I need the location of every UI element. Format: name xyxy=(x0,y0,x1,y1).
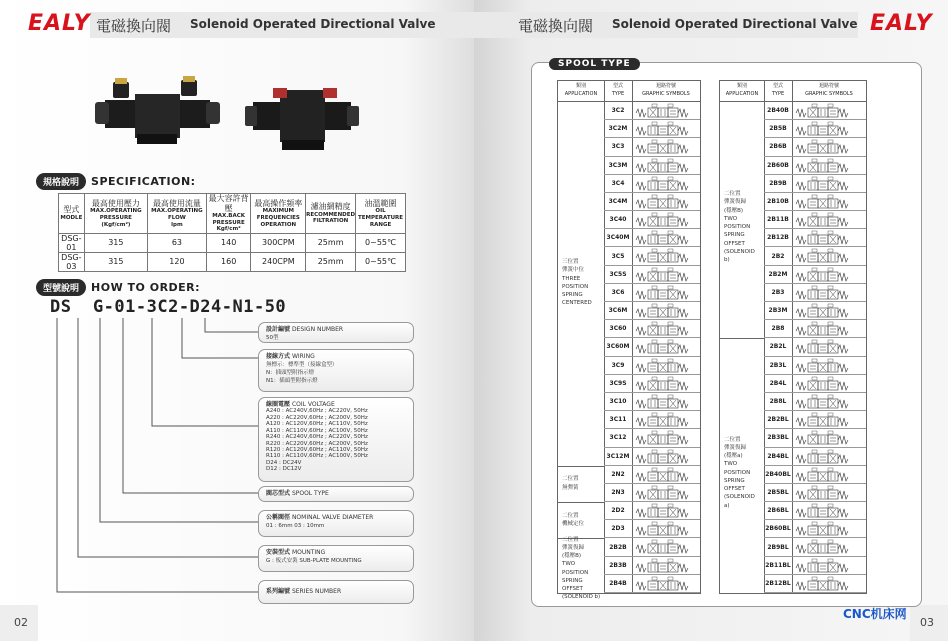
spec-cell: 63 xyxy=(148,233,207,252)
spool-type-code: 2B60B xyxy=(767,161,789,169)
spool-type-code: 2B40B xyxy=(767,107,789,115)
graphic-symbol-icon xyxy=(634,158,698,174)
spool-type-code: 3C6 xyxy=(611,288,625,296)
callout-coil-voltage: 線圈電壓 COIL VOLTAGE A240 : AC240V,60Hz ; AC220V, 50Hz A220 : AC220V,60Hz ; AC200V, 50Hz A120 : AC120V,60Hz ; AC110V, 50Hz A110 : AC110V,60Hz ; AC100V, 50Hz R240 : AC240V,60Hz ; AC220V, 50Hz R220 : AC220V,60Hz ; AC200V, 50Hz R120 : AC120V,60Hz ; AC110V, 50Hz R110 : AC110V,60Hz ; AC100V, 50Hz D24 : DC24V D12 : DC12V xyxy=(258,397,414,482)
spool-type-code: 3C9S xyxy=(609,379,627,387)
application-line: SPRING xyxy=(562,577,583,584)
spool-table-right xyxy=(719,80,867,594)
spec-heading: SPECIFICATION: xyxy=(91,175,196,188)
spec-cell: DSG-01 xyxy=(59,233,85,252)
spool-type-code: 3C60M xyxy=(606,343,630,351)
spool-type-code: 2B12BL xyxy=(765,579,791,587)
spool-row xyxy=(764,320,866,338)
application-label xyxy=(724,436,762,510)
brand-logo: EALY xyxy=(870,11,933,36)
application-line: 彈簧復歸 xyxy=(562,544,585,551)
graphic-symbol-icon xyxy=(634,449,698,465)
graphic-symbol-icon xyxy=(794,248,864,264)
spool-row xyxy=(764,466,866,484)
spec-tag: 規格說明 xyxy=(36,173,86,190)
spool-type-code: 2B3BL xyxy=(767,434,789,442)
spool-type-code: 2B12B xyxy=(767,234,789,242)
spec-cell: 315 xyxy=(84,252,147,271)
spool-row xyxy=(764,284,866,302)
brand-logo: EALY xyxy=(28,11,91,36)
spool-type-code: 2B9BL xyxy=(767,543,789,551)
spool-row xyxy=(764,502,866,520)
graphic-symbol-icon xyxy=(794,176,864,192)
spool-row xyxy=(604,284,700,302)
spool-row xyxy=(764,484,866,502)
spool-type-code: 2B2 xyxy=(771,252,785,260)
graphic-symbol-icon xyxy=(794,158,864,174)
spool-row xyxy=(604,175,700,193)
watermark: CNC机床网 xyxy=(843,607,907,621)
order-tag: 型號說明 xyxy=(36,279,86,296)
spool-type-code: 3C60 xyxy=(609,325,627,333)
graphic-symbol-icon xyxy=(634,139,698,155)
graphic-symbol-icon xyxy=(634,212,698,228)
graphic-symbol-icon xyxy=(634,321,698,337)
application-line: OFFSET xyxy=(724,240,745,247)
group-divider xyxy=(558,502,604,503)
spool-row xyxy=(764,375,866,393)
spool-row xyxy=(764,102,866,120)
spool-row xyxy=(764,357,866,375)
spool-type-code: 2B11BL xyxy=(765,561,791,569)
header-application: 類別 APPLICATION xyxy=(725,83,759,97)
spool-row xyxy=(604,247,700,265)
group-divider xyxy=(720,338,764,339)
page-number: 02 xyxy=(14,616,28,629)
spec-cell: 25mm xyxy=(306,233,356,252)
spool-type-code: 2B3M xyxy=(768,307,788,315)
graphic-symbol-icon xyxy=(794,412,864,428)
spec-cell: 0~55℃ xyxy=(356,252,406,271)
spool-type-code: 3C3M xyxy=(608,161,628,169)
spool-type-code: 2B8 xyxy=(771,325,785,333)
spool-row xyxy=(604,138,700,156)
model-code: DS G-01-3C2-D24-N1-50 xyxy=(50,297,287,317)
spool-row xyxy=(604,338,700,356)
spool-row xyxy=(764,448,866,466)
application-line: 三位置 xyxy=(562,259,579,266)
application-line: SPRING xyxy=(562,292,583,299)
application-label xyxy=(562,475,602,492)
graphic-symbol-icon xyxy=(634,176,698,192)
graphic-symbol-icon xyxy=(794,339,864,355)
graphic-symbol-icon xyxy=(794,103,864,119)
spool-row xyxy=(604,429,700,447)
graphic-symbol-icon xyxy=(634,303,698,319)
spool-type-code: 3C4M xyxy=(608,198,628,205)
application-line: TWO POSITION xyxy=(724,215,751,231)
spool-type-code: 3C10 xyxy=(609,398,627,406)
application-line: 二位置 xyxy=(724,436,741,443)
spool-type-code: 3C6M xyxy=(608,307,628,315)
graphic-symbol-icon xyxy=(634,103,698,119)
spool-type-code: 2B60BL xyxy=(765,525,791,533)
spool-type-code: 2D2 xyxy=(611,507,625,515)
application-line: OFFSET xyxy=(724,486,745,493)
spool-row xyxy=(604,520,700,538)
application-line: 二位置 xyxy=(562,512,579,519)
spool-type-code: 3C40M xyxy=(606,234,630,242)
spool-row xyxy=(604,502,700,520)
spool-type-code: 2B3 xyxy=(771,288,785,296)
graphic-symbol-icon xyxy=(794,558,864,574)
callout-spool-type: 閥芯型式 SPOOL TYPE xyxy=(258,486,414,502)
graphic-symbol-icon xyxy=(634,485,698,501)
application-line: TWO POSITION xyxy=(724,461,751,476)
application-line: (SOLENOID b) xyxy=(724,248,755,264)
spool-row xyxy=(604,266,700,284)
callout-series-number: 系列編號 SERIES NUMBER xyxy=(258,580,414,604)
spool-type-code: 3C12M xyxy=(606,452,630,460)
spool-row xyxy=(764,411,866,429)
graphic-symbol-icon xyxy=(794,139,864,155)
graphic-symbol-icon xyxy=(794,467,864,483)
spool-row xyxy=(764,247,866,265)
graphic-symbol-icon xyxy=(634,503,698,519)
graphic-symbol-icon xyxy=(634,358,698,374)
application-line: THREE xyxy=(562,275,581,282)
spool-row xyxy=(604,357,700,375)
header-graphic-symbols: 迴路符號 GRAPHIC SYMBOLS xyxy=(642,83,690,97)
spool-row xyxy=(764,120,866,138)
spec-cell: DSG-03 xyxy=(59,252,85,271)
application-line: SPRING xyxy=(724,477,745,484)
spool-row xyxy=(764,429,866,447)
application-line: 二位置 xyxy=(724,191,741,198)
graphic-symbol-icon xyxy=(634,230,698,246)
spool-type-code: 2B3B xyxy=(609,561,627,569)
graphic-symbol-icon xyxy=(794,121,864,137)
spool-row xyxy=(764,193,866,211)
graphic-symbol-icon xyxy=(794,285,864,301)
spec-header-cell: 最大容許背壓 MAX.BACK PRESSURE Kgf/cm² xyxy=(206,194,251,234)
spool-type-code: 2B8L xyxy=(769,398,787,406)
graphic-symbol-icon xyxy=(794,212,864,228)
spool-type-code: 3C40 xyxy=(609,216,627,224)
spool-row xyxy=(604,302,700,320)
spool-type-code: 2B10B xyxy=(767,198,789,205)
spool-type-code: 3C12 xyxy=(609,434,627,442)
header-graphic-symbols: 迴路符號 GRAPHIC SYMBOLS xyxy=(805,83,853,97)
spec-header-cell: 油溫範圍 OIL TEMPERATURE RANGE xyxy=(356,194,406,234)
graphic-symbol-icon xyxy=(634,521,698,537)
application-line: CENTERED xyxy=(562,300,592,307)
spool-row xyxy=(604,375,700,393)
spool-type-code: 2B3L xyxy=(769,361,787,369)
graphic-symbol-icon xyxy=(634,539,698,555)
spec-cell: 240CPM xyxy=(251,252,306,271)
spool-row xyxy=(604,411,700,429)
application-label xyxy=(562,536,602,602)
spool-type-code: 2B2M xyxy=(768,270,788,278)
application-line: 彈簧復歸 xyxy=(724,199,747,206)
spool-row xyxy=(604,575,700,593)
header-title-cn: 電磁換向閥 xyxy=(96,17,172,35)
spool-row xyxy=(764,520,866,538)
spool-type-code: 2B5BL xyxy=(767,488,789,496)
application-line: (穩壓B) xyxy=(562,553,582,560)
callout-nominal-diameter: 公稱閥徑 NOMINAL VALVE DIAMETER 01 : 6mm 03 : 10mm xyxy=(258,510,414,537)
graphic-symbol-icon xyxy=(634,121,698,137)
spool-row xyxy=(764,575,866,593)
callout-mounting: 安裝型式 MOUNTING G : 板式安裝 SUB-PLATE MOUNTING xyxy=(258,545,414,572)
graphic-symbol-icon xyxy=(794,194,864,210)
spool-type-code: 3C4 xyxy=(611,179,625,187)
spool-type-code: 3C11 xyxy=(609,416,627,424)
spool-row xyxy=(604,538,700,556)
graphic-symbol-icon xyxy=(634,576,698,592)
spool-table-left xyxy=(557,80,701,601)
spool-header-row xyxy=(558,81,700,102)
spool-type-code: 3C2 xyxy=(611,107,625,115)
spool-row xyxy=(764,229,866,247)
spool-type-code: 2B40BL xyxy=(765,470,791,478)
header-title-cn: 電磁換向閥 xyxy=(518,17,594,35)
graphic-symbol-icon xyxy=(634,467,698,483)
spec-cell: 25mm xyxy=(306,252,356,271)
application-line: 二位置 xyxy=(562,476,579,483)
graphic-symbol-icon xyxy=(634,339,698,355)
header-title-en: Solenoid Operated Directional Valve xyxy=(190,17,436,31)
spool-type-code: 2D3 xyxy=(611,525,625,533)
spool-row xyxy=(604,229,700,247)
spool-tag: SPOOL TYPE xyxy=(549,58,640,70)
spool-header-row xyxy=(720,81,866,102)
callout-wiring: 接線方式 WIRING 無標示：標準型（接線盒型） N：插頭型附指示燈 N1：插頭型附指示燈 xyxy=(258,349,414,392)
spec-cell: 315 xyxy=(84,233,147,252)
application-line: 彈簧復歸 xyxy=(724,444,747,451)
header-type: 型式 TYPE xyxy=(771,83,785,97)
graphic-symbol-icon xyxy=(794,267,864,283)
spool-type-code: 2B2L xyxy=(769,343,787,351)
page-number: 03 xyxy=(920,616,934,629)
application-line: (SOLENOID a) xyxy=(724,494,755,509)
spool-row xyxy=(764,393,866,411)
spec-header-cell: 濾油網精度 RECOMMENDED FILTRATION xyxy=(306,194,356,234)
graphic-symbol-icon xyxy=(794,430,864,446)
spec-header-cell: 最高使用流量 MAX.OPERATING FLOW lpm xyxy=(148,194,207,234)
application-label xyxy=(724,190,762,264)
graphic-symbol-icon xyxy=(794,358,864,374)
graphic-symbol-icon xyxy=(794,230,864,246)
callout-design-number: 設計編號 DESIGN NUMBER 50型 xyxy=(258,322,414,343)
spool-row xyxy=(764,538,866,556)
graphic-symbol-icon xyxy=(794,521,864,537)
spool-row xyxy=(604,157,700,175)
spool-row xyxy=(604,211,700,229)
graphic-symbol-icon xyxy=(794,485,864,501)
header-title-en: Solenoid Operated Directional Valve xyxy=(612,17,858,31)
spec-header-cell: 型式 MODLE xyxy=(59,194,85,234)
graphic-symbol-icon xyxy=(634,394,698,410)
spool-type-code: 3C5 xyxy=(611,252,625,260)
spool-type-code: 3C5S xyxy=(609,270,627,278)
spool-row xyxy=(604,193,700,211)
spool-row xyxy=(764,266,866,284)
spool-row xyxy=(604,102,700,120)
spool-row xyxy=(604,466,700,484)
spool-row xyxy=(764,175,866,193)
graphic-symbol-icon xyxy=(794,303,864,319)
header-application: 類別 APPLICATION xyxy=(564,83,598,97)
spool-row xyxy=(764,557,866,575)
graphic-symbol-icon xyxy=(634,376,698,392)
graphic-symbol-icon xyxy=(634,412,698,428)
graphic-symbol-icon xyxy=(794,376,864,392)
graphic-symbol-icon xyxy=(634,558,698,574)
spool-row xyxy=(764,138,866,156)
application-line: (穩壓B) xyxy=(724,207,744,214)
spool-type-code: 3C9 xyxy=(611,361,625,369)
application-line: 機械定位 xyxy=(562,520,585,527)
spool-type-code: 3C2M xyxy=(608,125,628,133)
spool-row xyxy=(764,338,866,356)
graphic-symbol-icon xyxy=(794,321,864,337)
spool-type-code: 2B4L xyxy=(769,379,787,387)
spool-row xyxy=(604,484,700,502)
spool-row xyxy=(764,157,866,175)
application-line: POSITION xyxy=(562,283,589,290)
graphic-symbol-icon xyxy=(634,430,698,446)
order-heading: HOW TO ORDER: xyxy=(91,281,201,294)
graphic-symbol-icon xyxy=(634,194,698,210)
application-label xyxy=(562,258,602,308)
spool-type-code: 2B11B xyxy=(767,216,789,224)
spool-type-code: 2B6BL xyxy=(767,507,789,515)
application-label xyxy=(562,512,602,529)
spool-row xyxy=(604,320,700,338)
spool-row xyxy=(764,302,866,320)
spool-type-code: 2B5B xyxy=(769,125,787,133)
graphic-symbol-icon xyxy=(794,394,864,410)
application-line: (SOLENOID b) xyxy=(562,594,601,601)
spec-cell: 300CPM xyxy=(251,233,306,252)
application-line: SPRING xyxy=(724,232,745,239)
graphic-symbol-icon xyxy=(634,285,698,301)
graphic-symbol-icon xyxy=(794,503,864,519)
application-line: TWO POSITION xyxy=(562,561,589,576)
spec-cell: 120 xyxy=(148,252,207,271)
spec-cell: 160 xyxy=(206,252,251,271)
spool-type-code: 2B4B xyxy=(609,579,627,587)
graphic-symbol-icon xyxy=(634,267,698,283)
graphic-symbol-icon xyxy=(794,449,864,465)
graphic-symbol-icon xyxy=(794,539,864,555)
spool-type-code: 2B2B xyxy=(609,543,627,551)
application-line: 二位置 xyxy=(562,536,579,543)
application-line: 無彈簧 xyxy=(562,484,579,491)
spool-type-code: 2B9B xyxy=(769,179,787,187)
spec-header-cell: 最高使用壓力 MAX.OPERATING PRESSURE (Kgf/cm²) xyxy=(84,194,147,234)
spool-type-code: 2N3 xyxy=(611,488,625,496)
group-divider xyxy=(558,466,604,467)
spool-type-code: 3C3 xyxy=(611,143,625,151)
spec-cell: 140 xyxy=(206,233,251,252)
spool-row xyxy=(604,448,700,466)
graphic-symbol-icon xyxy=(794,576,864,592)
spool-type-code: 2N2 xyxy=(611,470,625,478)
application-line: (穩壓a) xyxy=(724,453,743,460)
spool-row xyxy=(604,120,700,138)
spool-row xyxy=(604,557,700,575)
graphic-symbol-icon xyxy=(634,248,698,264)
application-line: 彈簧中位 xyxy=(562,267,585,274)
application-line: OFFSET xyxy=(562,586,583,593)
spool-type-code: 2B2BL xyxy=(767,416,789,424)
spec-header-cell: 最高操作頻率 MAXIMUM FREQUENCIES OPERATION xyxy=(251,194,306,234)
spool-row xyxy=(604,393,700,411)
spool-row xyxy=(764,211,866,229)
spool-type-code: 2B4BL xyxy=(767,452,789,460)
spool-type-code: 2B6B xyxy=(769,143,787,151)
header-type: 型式 TYPE xyxy=(611,83,625,97)
spec-cell: 0~55℃ xyxy=(356,233,406,252)
